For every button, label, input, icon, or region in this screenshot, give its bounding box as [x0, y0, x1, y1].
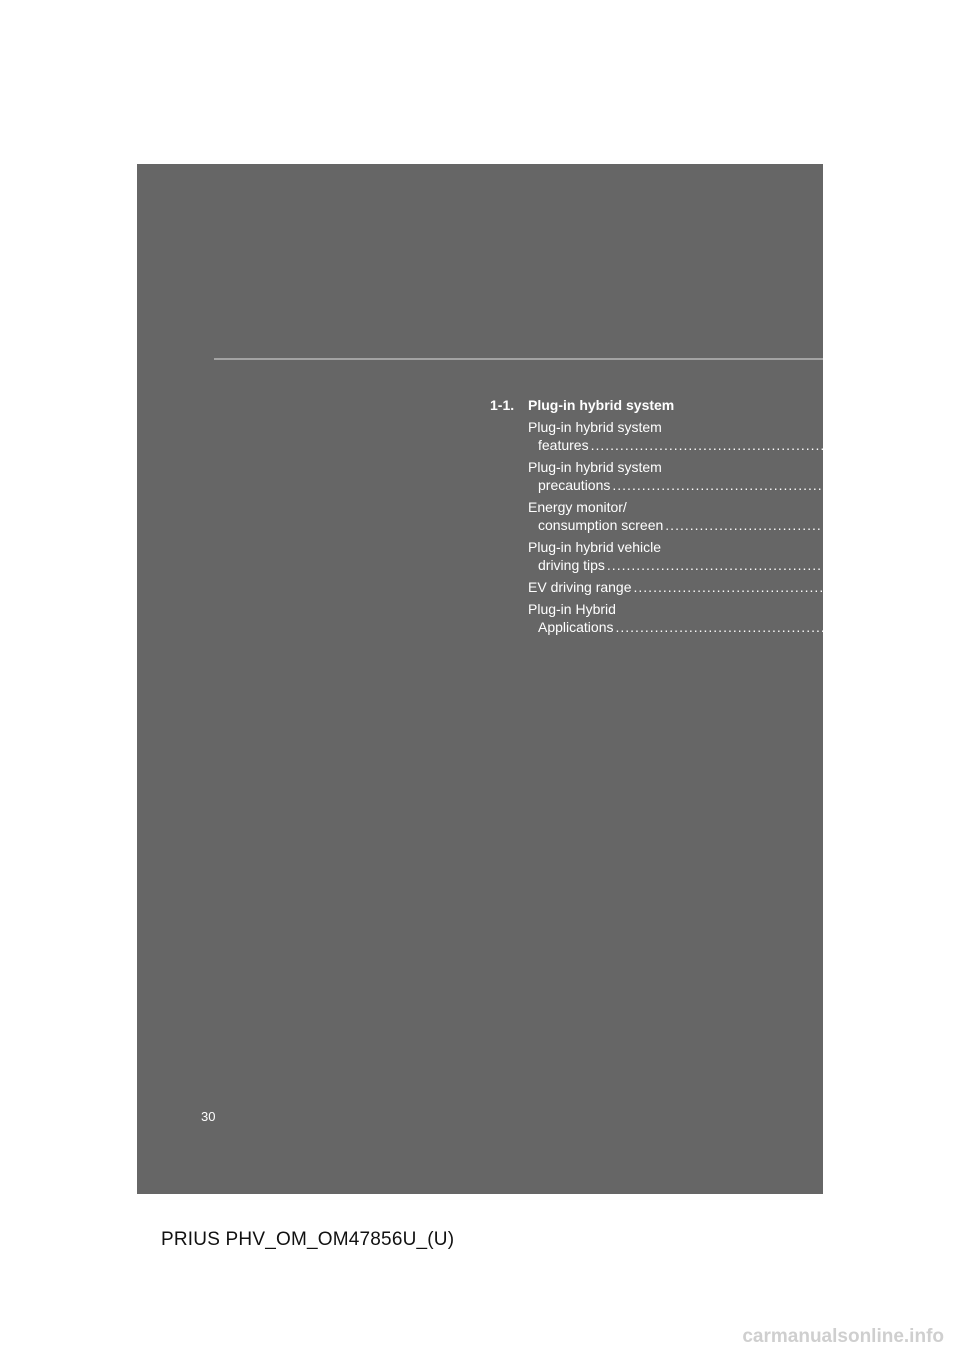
- dot-leader: ..................................................: [612, 477, 857, 493]
- entry-page: 44: [867, 477, 883, 493]
- watermark: carmanualsonline.info: [742, 1326, 944, 1347]
- entry-title: Plug-in hybrid system: [528, 419, 662, 435]
- entry-subtitle: driving tips: [538, 557, 605, 573]
- table-of-contents: [490, 396, 936, 640]
- dot-leader: ..................................................: [606, 557, 852, 573]
- section-number: 1-1.: [490, 397, 515, 413]
- entry-page: 74: [870, 619, 886, 635]
- dot-leader: ..................................................: [615, 619, 860, 635]
- entry-subtitle: features: [538, 437, 589, 453]
- toc-entry-applications[interactable]: [528, 600, 886, 636]
- toc-entry-energy-monitor[interactable]: [528, 498, 936, 534]
- entry-page: 67: [861, 557, 878, 573]
- dot-leader: ..................................................: [633, 579, 878, 595]
- toc-entry-precautions[interactable]: [528, 458, 883, 494]
- dot-leader: ..................................................: [665, 517, 910, 533]
- entry-title: Plug-in Hybrid: [528, 601, 616, 617]
- dot-leader: ..................................................: [590, 437, 836, 453]
- document-footer: PRIUS PHV_OM_OM47856U_(U): [161, 1229, 455, 1250]
- entry-subtitle: consumption screen: [538, 517, 664, 533]
- toc-entry-features[interactable]: [528, 418, 862, 454]
- entry-subtitle: precautions: [538, 477, 611, 493]
- entry-title: Plug-in hybrid vehicle: [528, 539, 662, 555]
- entry-page: 70: [888, 579, 904, 595]
- toc-entry-driving-tips[interactable]: [528, 538, 878, 574]
- entry-page: 52: [920, 517, 936, 533]
- entry-title: Energy monitor/: [528, 499, 627, 515]
- section-title: Plug-in hybrid system: [528, 397, 675, 413]
- chapter-panel: [137, 164, 936, 1194]
- entry-title: Plug-in hybrid system: [528, 459, 662, 475]
- entry-page: 32: [845, 437, 862, 453]
- section-heading: [490, 396, 740, 414]
- page-number: 30: [201, 1109, 216, 1124]
- entry-title: EV driving range: [528, 579, 632, 595]
- entry-subtitle: Applications: [538, 619, 614, 635]
- divider-line: [214, 358, 823, 360]
- toc-entry-ev-range[interactable]: [528, 578, 904, 596]
